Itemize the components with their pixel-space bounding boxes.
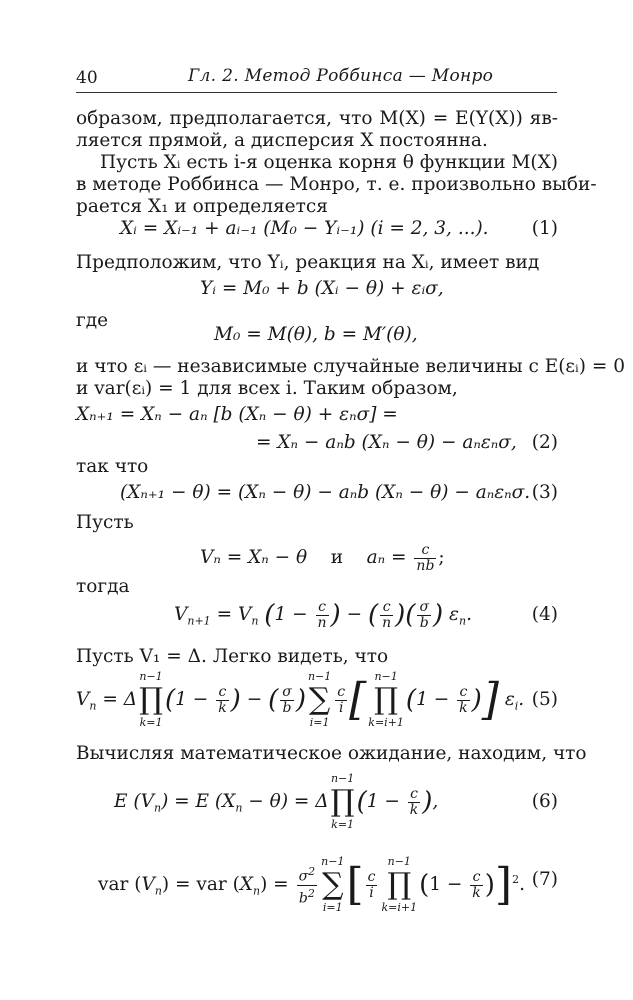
equation-m — [76, 318, 558, 352]
equation-2b-body: = Xₙ − aₙb (Xₙ − θ) − aₙεₙσ, — [256, 432, 517, 453]
text-line-2: ляется прямой, а дисперсия X постоянна. — [76, 130, 488, 151]
text-line-10: так что — [76, 456, 149, 477]
equation-7-body: var $(V_n)$ = var $(X_n)$ = $\frac{\sigma^2}{b^2}$ n−1 ∑ i=1 [ $\frac{c}{i}$ n−1 ∏ k=i+1 (1 − $\frac{c}{k}$ )]$^2$. — [98, 855, 525, 915]
page-header — [76, 58, 557, 93]
text-line-7: где — [76, 310, 109, 331]
equation-3-body: (Xₙ₊₁ − θ) = (Xₙ − θ) − aₙb (Xₙ − θ) − aₙεₙσ. — [120, 482, 531, 503]
text-line-11: Пусть — [76, 512, 134, 533]
equation-m-body: M₀ = M(θ), b = M′(θ), — [214, 324, 418, 345]
equation-6-body: E $(V_n) = E$ $(X_n - \theta) = \Delta$ n−1 ∏ k=1 (1 − $\frac{c}{k}$ ), — [114, 772, 439, 831]
equation-v-conj: и — [330, 547, 344, 568]
equation-y — [76, 272, 558, 306]
text-line-3: Пусть Xᵢ есть i-я оценка корня θ функции M(X) — [100, 152, 559, 173]
fraction-c-over-nb: $\frac{c}{nb}$ — [416, 541, 435, 574]
text-line-5: рается X₁ и определяется — [76, 196, 328, 217]
equation-6 — [76, 766, 558, 838]
text-line-12: тогда — [76, 576, 130, 597]
equation-4 — [76, 585, 558, 645]
equation-v-right: aₙ = — [366, 547, 407, 568]
equation-6-tag: (6) — [531, 791, 558, 812]
equation-3 — [76, 476, 558, 510]
equation-2-tag: (2) — [531, 432, 558, 453]
equation-v-left: Vₙ = Xₙ − θ — [200, 547, 308, 568]
equation-3-tag: (3) — [531, 482, 558, 503]
text-line-13: Пусть V₁ = Δ. Легко видеть, что — [76, 646, 389, 667]
text-line-6: Предположим, что Yᵢ, реакция на Xᵢ, имеет вид — [76, 252, 540, 273]
equation-1-tag: (1) — [531, 218, 558, 239]
equation-7 — [76, 844, 558, 916]
page-number: 40 — [76, 68, 98, 88]
equation-1 — [76, 212, 558, 246]
text-line-1: образом, предполагается, что M(X) = E(Y(X)) яв- — [76, 108, 558, 129]
equation-2b — [76, 426, 558, 460]
text-line-9: и var(εᵢ) = 1 для всех i. Таким образом, — [76, 378, 458, 399]
equation-5-tag: (5) — [531, 689, 558, 710]
equation-4-body: $V_{n+1} = V_n$ (1 − $\frac{c}{n}$ ) − ( $\frac{c}{n}$ )( $\frac{\sigma}{b}$ ) $\varepsilon_n$. — [174, 598, 472, 631]
equation-2a-body: Xₙ₊₁ = Xₙ − aₙ [b (Xₙ − θ) + εₙσ] = — [76, 404, 398, 425]
equation-5-body: $V_n = \Delta$ n−1 ∏ k=1 (1 − $\frac{c}{k}$ ) − ( $\frac{\sigma}{b}$ ) n−1 ∑ i=1 $\frac{c}{i}$ [ n−1 ∏ k=i+1 (1 − $\frac{c}{k}$ )] $\varepsilon_i$. — [76, 670, 525, 729]
equation-7-tag: (7) — [531, 869, 558, 890]
text-line-14: Вычисляя математическое ожидание, находим, что — [76, 743, 587, 764]
text-line-8: и что εᵢ — независимые случайные величины с E(εᵢ) = 0 — [76, 356, 625, 377]
running-title: Гл. 2. Метод Роббинса — Монро — [188, 66, 494, 86]
equation-1-body: Xᵢ = Xᵢ₋₁ + aᵢ₋₁ (M₀ − Yᵢ₋₁) (i = 2, 3, ...). — [120, 218, 489, 239]
equation-y-body: Yᵢ = M₀ + b (Xᵢ − θ) + εᵢσ, — [200, 278, 444, 299]
equation-v-body: Vₙ = Xₙ − θ и aₙ = $\frac{c}{nb}$ ; — [200, 541, 445, 574]
text-line-4: в методе Роббинса — Монро, т. е. произвольно выби- — [76, 174, 597, 195]
equation-4-tag: (4) — [531, 604, 558, 625]
equation-5 — [76, 664, 558, 736]
